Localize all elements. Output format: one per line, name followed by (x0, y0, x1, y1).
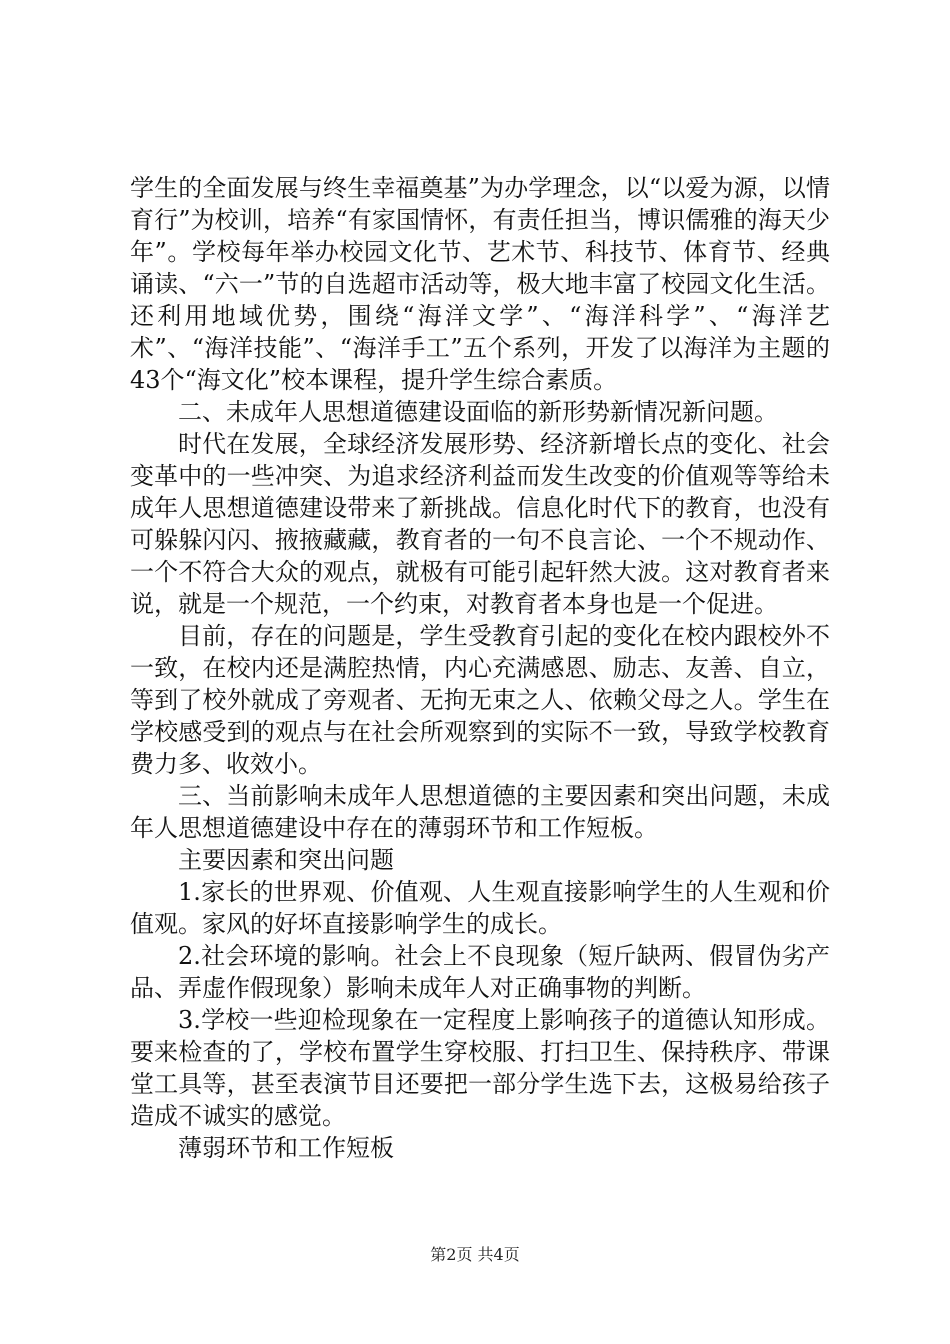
paragraph-continued: 学生的全面发展与终生幸福奠基”为办学理念，以“以爱为源，以情育行”为校训，培养“有家国情怀，有责任担当，博识儒雅的海天少年”。学校每年举办校园文化节、艺术节、科技节、体育节、经典诵读、“六一”节的自选超市活动等，极大地丰富了校园文化生活。还利用地域优势，围绕“海洋文学”、“海洋科学”、“海洋艺术”、“海洋技能”、“海洋手工”五个系列，开发了以海洋为主题的43个“海文化”校本课程，提升学生综合素质。 (130, 174, 830, 394)
section-heading-2: 二、未成年人思想道德建设面临的新形势新情况新问题。 (178, 398, 778, 426)
section-heading-3: 三、当前影响未成年人思想道德的主要因素和突出问题，未成年人思想道德建设中存在的薄弱环节和工作短板。 (130, 782, 830, 842)
document-body (130, 172, 830, 1164)
list-item: 1.家长的世界观、价值观、人生观直接影响学生的人生观和价值观。家风的好坏直接影响学生的成长。 (130, 878, 830, 938)
paragraph: 目前，存在的问题是，学生受教育引起的变化在校内跟校外不一致，在校内还是满腔热情，内心充满感恩、励志、友善、自立，等到了校外就成了旁观者、无拘无束之人、依赖父母之人。学生在学校感受到的观点与在社会所观察到的实际不一致，导致学校教育费力多、收效小。 (130, 622, 830, 778)
list-item: 3.学校一些迎检现象在一定程度上影响孩子的道德认知形成。要来检查的了，学校布置学生穿校服、打扫卫生、保持秩序、带课堂工具等，甚至表演节目还要把一部分学生选下去，这极易给孩子造成不诚实的感觉。 (130, 1006, 830, 1130)
list-item: 2.社会环境的影响。社会上不良现象（短斤缺两、假冒伪劣产品、弄虚作假现象）影响未成年人对正确事物的判断。 (130, 942, 830, 1002)
page-number-footer: 第2页 共4页 (430, 1245, 520, 1264)
paragraph: 时代在发展，全球经济发展形势、经济新增长点的变化、社会变革中的一些冲突、为追求经济利益而发生改变的价值观等等给未成年人思想道德建设带来了新挑战。信息化时代下的教育，也没有可躲躲闪闪、掖掖藏藏，教育者的一句不良言论、一个不规动作、一个不符合大众的观点，就极有可能引起轩然大波。这对教育者来说，就是一个规范，一个约束，对教育者本身也是一个促进。 (130, 430, 830, 618)
subheading: 主要因素和突出问题 (178, 846, 394, 874)
subheading: 薄弱环节和工作短板 (178, 1134, 394, 1162)
